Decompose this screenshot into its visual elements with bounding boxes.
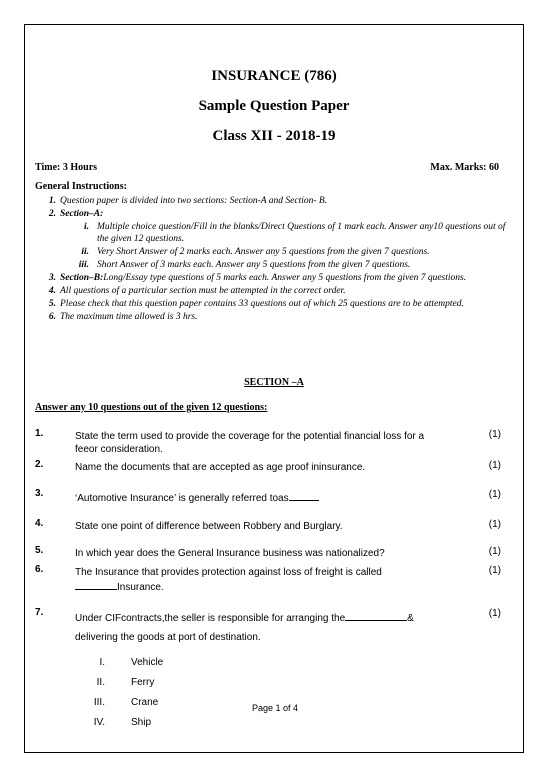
question-number: 3. xyxy=(35,488,44,499)
question-number: 2. xyxy=(35,459,44,470)
instruction-subitem: ii. Very Short Answer of 2 marks each. Answer any 5 questions from the given 7 questions. xyxy=(81,247,430,257)
question-text: Name the documents that are accepted as age proof ininsurance. xyxy=(75,462,366,473)
question-marks: (1) xyxy=(488,565,501,576)
instructions-heading: General Instructions: xyxy=(35,181,127,192)
question-marks: (1) xyxy=(488,546,501,557)
question-text: In which year does the General Insurance business was nationalized? xyxy=(75,548,385,559)
paper-class: Class XII - 2018-19 xyxy=(212,128,336,144)
answer-blank xyxy=(289,490,319,501)
question-text: ‘Automotive Insurance’ is generally referred toas xyxy=(75,490,435,505)
question-marks: (1) xyxy=(488,519,501,530)
question-marks: (1) xyxy=(488,429,501,440)
answer-blank xyxy=(345,610,407,621)
paper-title: INSURANCE (786) xyxy=(211,68,337,84)
instruction-item: 3. Section–B:Long/Essay type questions of 5 marks each. Answer any 5 questions from the given 7 questions. xyxy=(48,273,467,283)
question-marks: (1) xyxy=(488,489,501,500)
paper-subtitle: Sample Question Paper xyxy=(198,98,350,114)
instruction-item: 2. Section–A: xyxy=(48,209,104,219)
option-item: III. Crane xyxy=(93,697,159,708)
option-item: I. Vehicle xyxy=(99,657,164,668)
question-number: 5. xyxy=(35,545,44,556)
question-number: 1. xyxy=(35,428,44,439)
question-text: Under CIFcontracts,the seller is responsible for arranging the & delivering the goods at port of destination. xyxy=(75,609,475,647)
option-item: IV. Ship xyxy=(93,717,152,728)
instruction-subitem: iii. Short Answer of 3 marks each. Answer any 5 questions from the given 7 questions. xyxy=(78,260,411,270)
question-marks: (1) xyxy=(488,460,501,471)
question-number: 7. xyxy=(35,607,44,618)
question-number: 4. xyxy=(35,518,44,529)
section-instruction: Answer any 10 questions out of the given 12 questions: xyxy=(35,402,268,413)
question-text: The Insurance that provides protection against loss of freight is called Insurance. xyxy=(75,567,382,593)
max-marks-info: Max. Marks: 60 xyxy=(430,162,499,173)
time-info: Time: 3 Hours xyxy=(35,162,98,173)
page-footer: Page 1 of 4 xyxy=(251,703,299,713)
question-marks: (1) xyxy=(488,608,501,619)
instruction-item: 6. The maximum time allowed is 3 hrs. xyxy=(48,312,198,322)
instruction-item: 1. Question paper is divided into two sections: Section-A and Section- B. xyxy=(48,196,328,206)
question-text: State one point of difference between Robbery and Burglary. xyxy=(75,521,343,532)
question-number: 6. xyxy=(35,564,44,575)
question-paper-page xyxy=(24,24,524,753)
answer-blank xyxy=(75,579,117,590)
instruction-subitem: i. Multiple choice question/Fill in the blanks/Direct Questions of 1 mark each. Answer any10 questions out of the given 12 questions. xyxy=(83,222,506,244)
instructions-list xyxy=(35,195,509,324)
instruction-item: 5. Please check that this question paper contains 33 questions out of which 25 questions are to be attempted. xyxy=(48,299,464,309)
option-item: II. Ferry xyxy=(96,677,155,688)
question-text: State the term used to provide the coverage for the potential financial loss for a feeor consideration. xyxy=(75,431,425,455)
section-title: SECTION –A xyxy=(244,377,304,388)
instruction-item: 4. All questions of a particular section must be attempted in the correct order. xyxy=(48,286,346,296)
